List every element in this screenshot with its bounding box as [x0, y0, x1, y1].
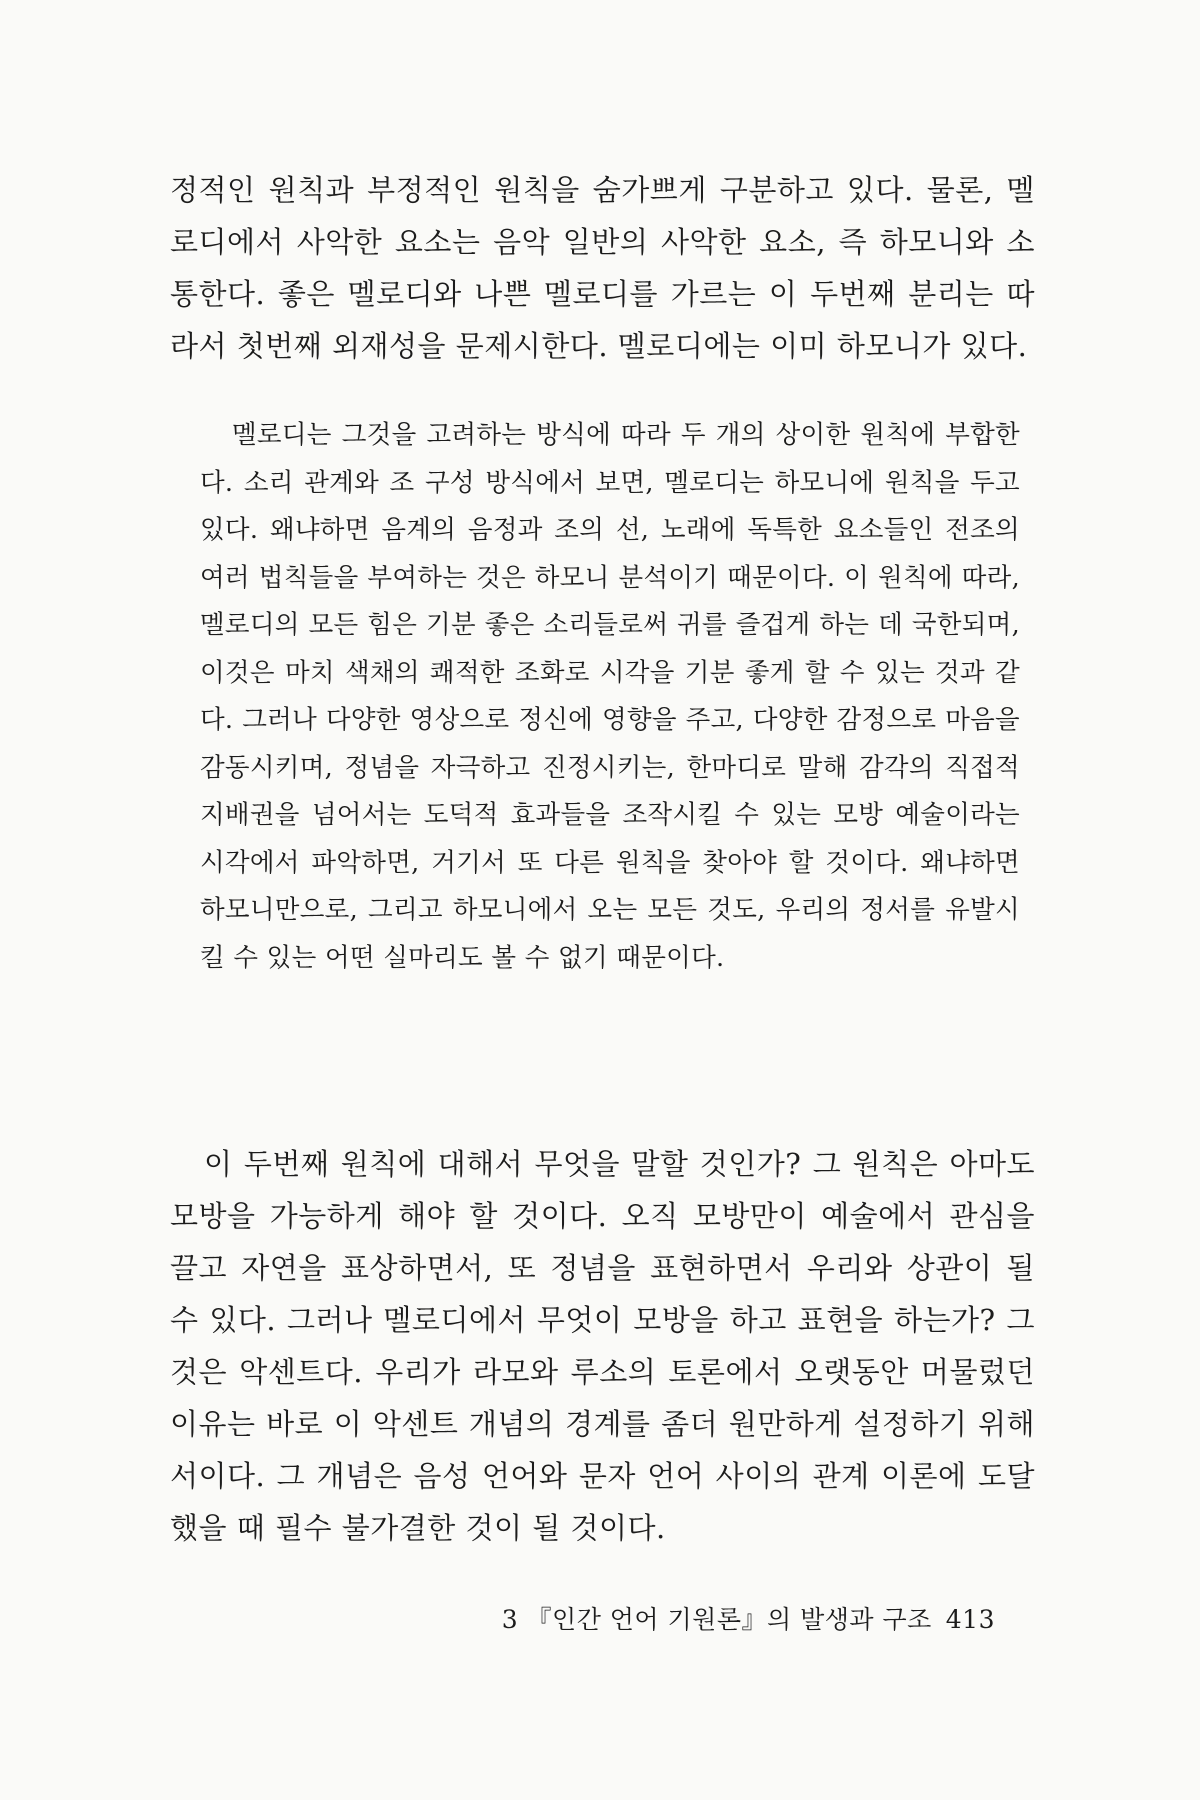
page-number: 413	[945, 1605, 995, 1634]
block-quote: 멜로디는 그것을 고려하는 방식에 따라 두 개의 상이한 원칙에 부합한다. 소리 관계와 조 구성 방식에서 보면, 멜로디는 하모니에 원칙을 두고 있다. 왜냐하면 음계의 음정과 조의 선, 노래에 독특한 요소들인 전조의 여러 법칙들을 부여하는 것은 하모니 분석이기 때문이다. 이 원칙에 따라, 멜로디의 모든 힘은 기분 좋은 소리들로써 귀를 즐겁게 하는 데 국한되며, 이것은 마치 색채의 쾌적한 조화로 시각을 기분 좋게 할 수 있는 것과 같다. 그러나 다양한 영상으로 정신에 영향을 주고, 다양한 감정으로 마음을 감동시키며, 정념을 자극하고 진정시키는, 한마디로 말해 감각의 직접적 지배권을 넘어서는 도덕적 효과들을 조작시킬 수 있는 모방 예술이라는 시각에서 파악하면, 거기서 또 다른 원칙을 찾아야 할 것이다. 왜냐하면 하모니만으로, 그리고 하모니에서 오는 모든 것도, 우리의 정서를 유발시킬 수 있는 어떤 실마리도 볼 수 없기 때문이다.	[200, 420, 1020, 973]
running-head: 3 『인간 언어 기원론』의 발생과 구조	[501, 1605, 932, 1634]
body-paragraph-1: 정적인 원칙과 부정적인 원칙을 숨가쁘게 구분하고 있다. 물론, 멜로디에서 사악한 요소는 음악 일반의 사악한 요소, 즉 하모니와 소통한다. 좋은 멜로디와 나쁜 멜로디를 가르는 이 두번째 분리는 따라서 첫번째 외재성을 문제시한다. 멜로디에는 이미 하모니가 있다.	[170, 173, 1035, 363]
page-footer	[502, 1600, 995, 1636]
body-paragraph-2: 이 두번째 원칙에 대해서 무엇을 말할 것인가? 그 원칙은 아마도 모방을 가능하게 해야 할 것이다. 오직 모방만이 예술에서 관심을 끌고 자연을 표상하면서, 또 정념을 표현하면서 우리와 상관이 될 수 있다. 그러나 멜로디에서 무엇이 모방을 하고 표현을 하는가? 그것은 악센트다. 우리가 라모와 루소의 토론에서 오랫동안 머물렀던 이유는 바로 이 악센트 개념의 경계를 좀더 원만하게 설정하기 위해서이다. 그 개념은 음성 언어와 문자 언어 사이의 관계 이론에 도달했을 때 필수 불가결한 것이 될 것이다.	[170, 1147, 1035, 1545]
